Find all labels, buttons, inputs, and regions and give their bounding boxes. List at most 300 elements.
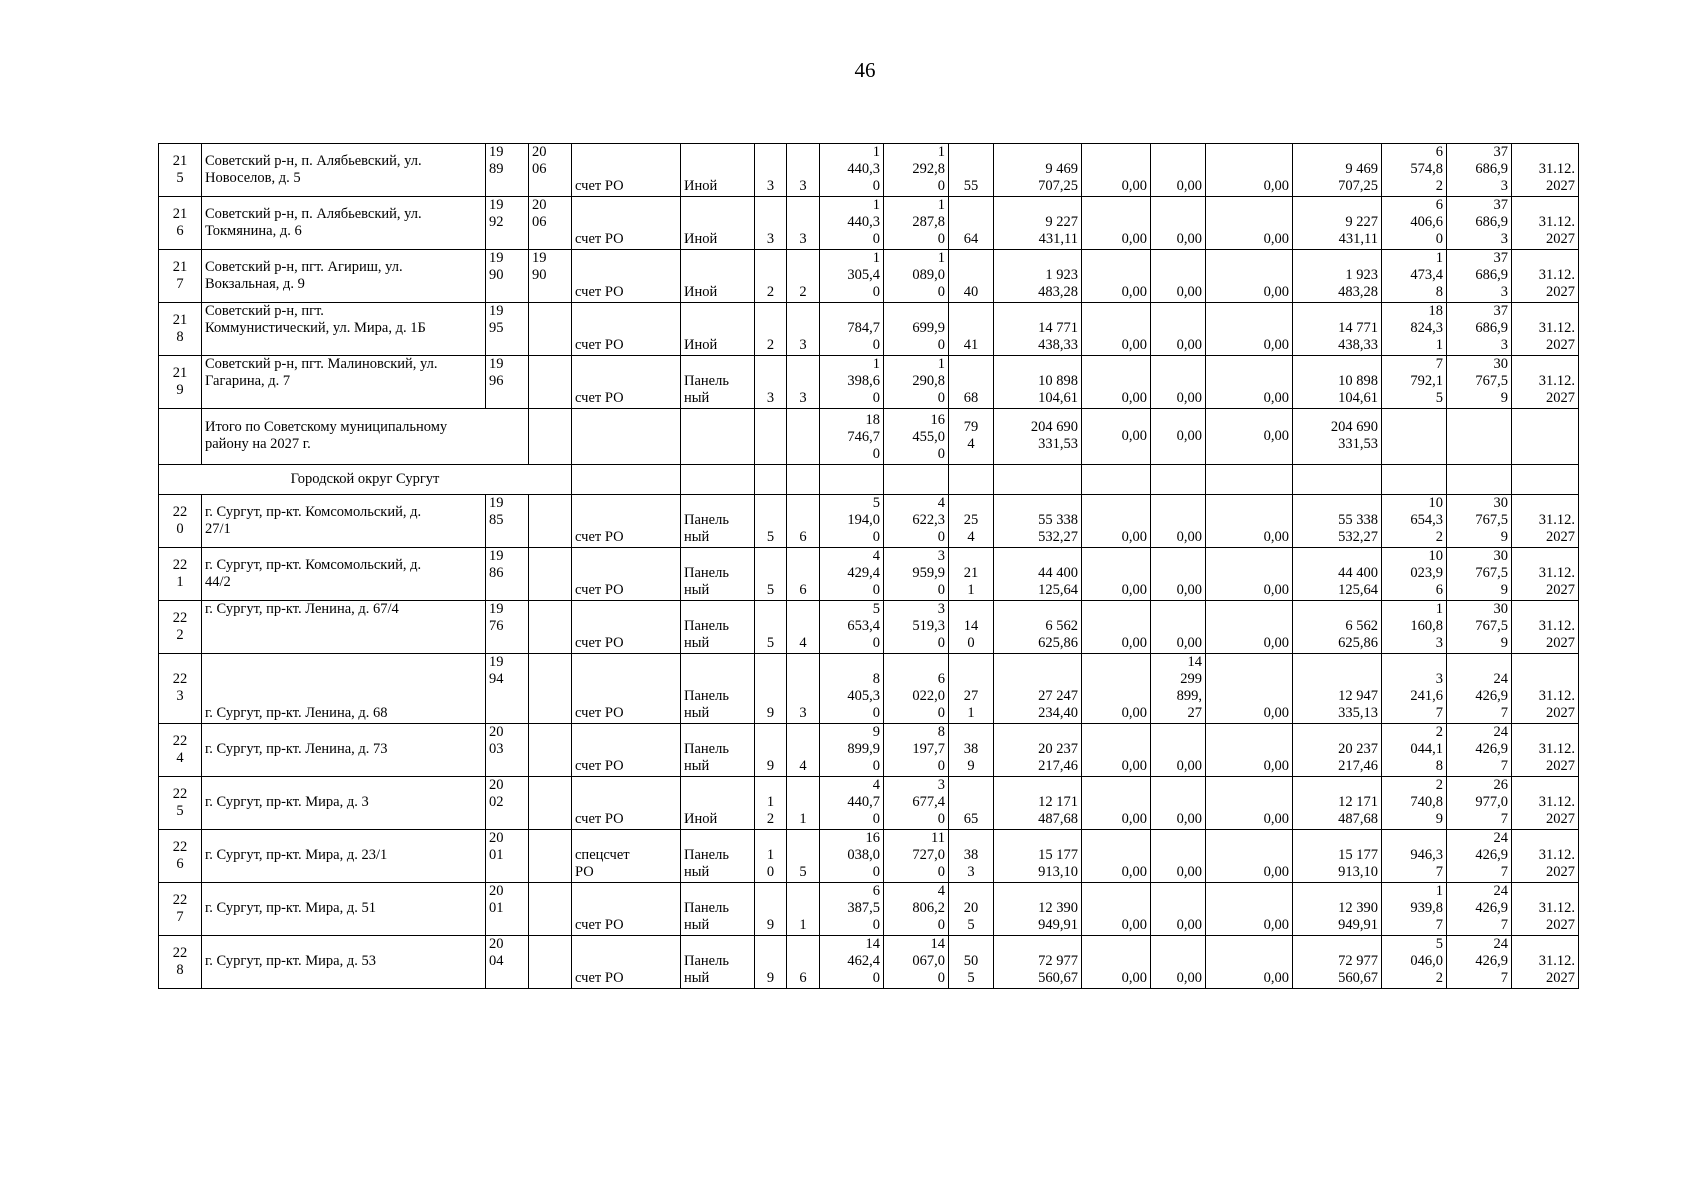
cell-deadline: 31.12. 2027 xyxy=(1512,144,1579,197)
cell-unit-cost: 3 241,6 7 xyxy=(1382,654,1447,724)
cell-fund-reg: 0,00 xyxy=(1151,356,1206,409)
cell-num: 22 5 xyxy=(159,777,202,830)
cell-unit-cost: 5 046,0 2 xyxy=(1382,936,1447,989)
cell-fund-fed: 0,00 xyxy=(1082,777,1151,830)
cell-area-total: 6 387,5 0 xyxy=(820,883,884,936)
cell-area-living: 3 959,9 0 xyxy=(884,548,949,601)
cell-fund-owners: 72 977 560,67 xyxy=(1293,936,1382,989)
cell-fund-mun: 0,00 xyxy=(1206,601,1293,654)
cell-unit-cost: 10 654,3 2 xyxy=(1382,495,1447,548)
empty-cell xyxy=(1512,465,1579,495)
cell-year-repair xyxy=(529,724,572,777)
cell-year-repair xyxy=(529,830,572,883)
subtotal-area-living: 16 455,0 0 xyxy=(884,409,949,465)
cell-entrances: 6 xyxy=(787,548,820,601)
cell-year-repair xyxy=(529,495,572,548)
cell-account: счет РО xyxy=(572,303,681,356)
cell-account: счет РО xyxy=(572,250,681,303)
cell-fund-reg: 0,00 xyxy=(1151,777,1206,830)
empty-cell xyxy=(1151,465,1206,495)
cell-year-repair xyxy=(529,777,572,830)
table-row xyxy=(159,883,1579,936)
empty-cell xyxy=(572,465,681,495)
empty-cell xyxy=(787,465,820,495)
cell-cost-total: 9 469 707,25 xyxy=(994,144,1082,197)
cell-material: Иной xyxy=(681,250,755,303)
cell-area-living: 4 622,3 0 xyxy=(884,495,949,548)
cell-fund-owners: 12 171 487,68 xyxy=(1293,777,1382,830)
cell-area-total: 1 398,6 0 xyxy=(820,356,884,409)
cell-fund-reg: 14 299 899, 27 xyxy=(1151,654,1206,724)
cell-cost-total: 6 562 625,86 xyxy=(994,601,1082,654)
empty-cell xyxy=(755,465,787,495)
cell-fund-fed: 0,00 xyxy=(1082,936,1151,989)
cell-cost-total: 14 771 438,33 xyxy=(994,303,1082,356)
cell-material: Панель ный xyxy=(681,883,755,936)
cell-unit-limit: 30 767,5 9 xyxy=(1447,601,1512,654)
cell-num: 21 8 xyxy=(159,303,202,356)
empty-cell xyxy=(529,409,572,465)
cell-entrances: 3 xyxy=(787,654,820,724)
cell-year-repair xyxy=(529,936,572,989)
cell-material: Панель ный xyxy=(681,724,755,777)
cell-area-total: 4 429,4 0 xyxy=(820,548,884,601)
cell-account: счет РО xyxy=(572,356,681,409)
cell-fund-reg: 0,00 xyxy=(1151,144,1206,197)
empty-cell xyxy=(1382,409,1447,465)
cell-address: г. Сургут, пр-кт. Мира, д. 51 xyxy=(202,883,486,936)
cell-fund-mun: 0,00 xyxy=(1206,830,1293,883)
cell-address: г. Сургут, пр-кт. Комсомольский, д. 27/1 xyxy=(202,495,486,548)
cell-fund-fed: 0,00 xyxy=(1082,197,1151,250)
cell-deadline: 31.12. 2027 xyxy=(1512,548,1579,601)
cell-floors: 2 xyxy=(755,303,787,356)
cell-fund-reg: 0,00 xyxy=(1151,724,1206,777)
cell-year-built: 19 85 xyxy=(486,495,529,548)
cell-area-total: 5 653,4 0 xyxy=(820,601,884,654)
cell-unit-cost: 2 740,8 9 xyxy=(1382,777,1447,830)
table-row xyxy=(159,601,1579,654)
cell-floors: 1 2 xyxy=(755,777,787,830)
table-row xyxy=(159,144,1579,197)
cell-fund-reg: 0,00 xyxy=(1151,601,1206,654)
cell-fund-mun: 0,00 xyxy=(1206,654,1293,724)
cell-year-built: 19 90 xyxy=(486,250,529,303)
cell-material: Иной xyxy=(681,144,755,197)
cell-area-living: 8 197,7 0 xyxy=(884,724,949,777)
empty-cell xyxy=(1082,465,1151,495)
cell-entrances: 2 xyxy=(787,250,820,303)
cell-fund-fed: 0,00 xyxy=(1082,250,1151,303)
cell-address: г. Сургут, пр-кт. Мира, д. 3 xyxy=(202,777,486,830)
cell-unit-cost: 6 574,8 2 xyxy=(1382,144,1447,197)
cell-fund-fed: 0,00 xyxy=(1082,144,1151,197)
cell-fund-owners: 55 338 532,27 xyxy=(1293,495,1382,548)
cell-fund-fed: 0,00 xyxy=(1082,356,1151,409)
cell-area-total: 9 899,9 0 xyxy=(820,724,884,777)
cell-year-repair xyxy=(529,883,572,936)
cell-material: Иной xyxy=(681,777,755,830)
table-row xyxy=(159,654,1579,724)
cell-material: Панель ный xyxy=(681,654,755,724)
cell-area-living: 4 806,2 0 xyxy=(884,883,949,936)
cell-address: г. Сургут, пр-кт. Ленина, д. 67/4 xyxy=(202,601,486,654)
empty-cell xyxy=(1293,465,1382,495)
cell-year-built: 20 02 xyxy=(486,777,529,830)
cell-unit-cost: 1 473,4 8 xyxy=(1382,250,1447,303)
cell-area-living: 11 727,0 0 xyxy=(884,830,949,883)
cell-fund-mun: 0,00 xyxy=(1206,777,1293,830)
cell-cost-total: 1 923 483,28 xyxy=(994,250,1082,303)
cell-entrances: 4 xyxy=(787,601,820,654)
cell-unit-limit: 30 767,5 9 xyxy=(1447,356,1512,409)
cell-cost-total: 12 390 949,91 xyxy=(994,883,1082,936)
cell-cost-total: 9 227 431,11 xyxy=(994,197,1082,250)
cell-material: Панель ный xyxy=(681,548,755,601)
cell-fund-mun: 0,00 xyxy=(1206,936,1293,989)
cell-fund-fed: 0,00 xyxy=(1082,830,1151,883)
cell-cost-total: 15 177 913,10 xyxy=(994,830,1082,883)
cell-year-repair xyxy=(529,303,572,356)
subtotal-label: Итого по Советскому муниципальному району на 2027 г. xyxy=(202,409,529,465)
cell-entrances: 4 xyxy=(787,724,820,777)
table-row xyxy=(159,356,1579,409)
empty-cell xyxy=(820,465,884,495)
cell-num: 22 6 xyxy=(159,830,202,883)
cell-fund-mun: 0,00 xyxy=(1206,356,1293,409)
cell-floors: 3 xyxy=(755,144,787,197)
cell-num: 22 0 xyxy=(159,495,202,548)
cell-cost-total: 55 338 532,27 xyxy=(994,495,1082,548)
cell-area-living: 1 287,8 0 xyxy=(884,197,949,250)
cell-residents: 25 4 xyxy=(949,495,994,548)
cell-residents: 68 xyxy=(949,356,994,409)
cell-fund-owners: 6 562 625,86 xyxy=(1293,601,1382,654)
capital-repair-table xyxy=(158,143,1579,989)
table-body-sovetsky xyxy=(159,144,1579,409)
cell-entrances: 5 xyxy=(787,830,820,883)
cell-fund-fed: 0,00 xyxy=(1082,495,1151,548)
cell-fund-fed: 0,00 xyxy=(1082,548,1151,601)
cell-address: Советский р-н, пгт. Агириш, ул. Вокзальная, д. 9 xyxy=(202,250,486,303)
section-title: Городской округ Сургут xyxy=(159,465,572,495)
cell-material: Иной xyxy=(681,303,755,356)
cell-area-living: 1 290,8 0 xyxy=(884,356,949,409)
cell-account: спецсчет РО xyxy=(572,830,681,883)
cell-fund-owners: 12 947 335,13 xyxy=(1293,654,1382,724)
cell-area-total: 784,7 0 xyxy=(820,303,884,356)
cell-deadline: 31.12. 2027 xyxy=(1512,830,1579,883)
cell-unit-limit: 24 426,9 7 xyxy=(1447,830,1512,883)
cell-year-repair xyxy=(529,548,572,601)
cell-fund-owners: 44 400 125,64 xyxy=(1293,548,1382,601)
cell-deadline: 31.12. 2027 xyxy=(1512,250,1579,303)
cell-fund-owners: 12 390 949,91 xyxy=(1293,883,1382,936)
cell-account: счет РО xyxy=(572,883,681,936)
cell-num: 22 8 xyxy=(159,936,202,989)
cell-year-built: 20 01 xyxy=(486,830,529,883)
cell-unit-cost: 1 939,8 7 xyxy=(1382,883,1447,936)
cell-fund-reg: 0,00 xyxy=(1151,495,1206,548)
cell-deadline: 31.12. 2027 xyxy=(1512,777,1579,830)
cell-unit-cost: 18 824,3 1 xyxy=(1382,303,1447,356)
empty-cell xyxy=(572,409,681,465)
subtotal-residents: 79 4 xyxy=(949,409,994,465)
cell-floors: 5 xyxy=(755,548,787,601)
cell-floors: 2 xyxy=(755,250,787,303)
cell-fund-owners: 15 177 913,10 xyxy=(1293,830,1382,883)
cell-account: счет РО xyxy=(572,936,681,989)
cell-entrances: 1 xyxy=(787,777,820,830)
cell-material: Панель ный xyxy=(681,936,755,989)
cell-year-built: 19 76 xyxy=(486,601,529,654)
cell-material: Панель ный xyxy=(681,356,755,409)
cell-year-built: 20 04 xyxy=(486,936,529,989)
cell-fund-mun: 0,00 xyxy=(1206,197,1293,250)
cell-deadline: 31.12. 2027 xyxy=(1512,356,1579,409)
cell-residents: 41 xyxy=(949,303,994,356)
table-row xyxy=(159,830,1579,883)
cell-account: счет РО xyxy=(572,144,681,197)
cell-fund-reg: 0,00 xyxy=(1151,548,1206,601)
cell-unit-limit: 37 686,9 3 xyxy=(1447,303,1512,356)
cell-area-living: 699,9 0 xyxy=(884,303,949,356)
cell-residents: 27 1 xyxy=(949,654,994,724)
cell-material: Панель ный xyxy=(681,830,755,883)
cell-account: счет РО xyxy=(572,197,681,250)
subtotal-fund-reg: 0,00 xyxy=(1151,409,1206,465)
cell-num: 21 9 xyxy=(159,356,202,409)
cell-fund-owners: 1 923 483,28 xyxy=(1293,250,1382,303)
cell-area-total: 1 305,4 0 xyxy=(820,250,884,303)
subtotal-row xyxy=(159,409,1579,465)
cell-year-built: 20 01 xyxy=(486,883,529,936)
cell-floors: 9 xyxy=(755,936,787,989)
cell-num: 21 7 xyxy=(159,250,202,303)
cell-fund-mun: 0,00 xyxy=(1206,144,1293,197)
cell-residents: 64 xyxy=(949,197,994,250)
cell-area-total: 14 462,4 0 xyxy=(820,936,884,989)
cell-account: счет РО xyxy=(572,777,681,830)
empty-cell xyxy=(1447,465,1512,495)
cell-area-living: 3 677,4 0 xyxy=(884,777,949,830)
cell-deadline: 31.12. 2027 xyxy=(1512,495,1579,548)
subtotal-fund-mun: 0,00 xyxy=(1206,409,1293,465)
cell-material: Панель ный xyxy=(681,495,755,548)
cell-deadline: 31.12. 2027 xyxy=(1512,936,1579,989)
subtotal-fund-owners: 204 690 331,53 xyxy=(1293,409,1382,465)
empty-cell xyxy=(755,409,787,465)
cell-year-built: 20 03 xyxy=(486,724,529,777)
cell-unit-limit: 30 767,5 9 xyxy=(1447,495,1512,548)
subtotal-empty xyxy=(159,409,202,465)
cell-entrances: 3 xyxy=(787,356,820,409)
cell-unit-limit: 30 767,5 9 xyxy=(1447,548,1512,601)
empty-cell xyxy=(884,465,949,495)
cell-cost-total: 44 400 125,64 xyxy=(994,548,1082,601)
cell-unit-cost: 6 406,6 0 xyxy=(1382,197,1447,250)
cell-residents: 50 5 xyxy=(949,936,994,989)
cell-area-living: 1 089,0 0 xyxy=(884,250,949,303)
cell-deadline: 31.12. 2027 xyxy=(1512,197,1579,250)
cell-unit-cost: 7 792,1 5 xyxy=(1382,356,1447,409)
page-number: 46 xyxy=(854,58,876,82)
cell-fund-owners: 10 898 104,61 xyxy=(1293,356,1382,409)
cell-deadline: 31.12. 2027 xyxy=(1512,654,1579,724)
cell-entrances: 1 xyxy=(787,883,820,936)
cell-num: 22 1 xyxy=(159,548,202,601)
cell-fund-mun: 0,00 xyxy=(1206,250,1293,303)
cell-residents: 14 0 xyxy=(949,601,994,654)
cell-fund-reg: 0,00 xyxy=(1151,936,1206,989)
cell-area-living: 14 067,0 0 xyxy=(884,936,949,989)
cell-year-built: 19 92 xyxy=(486,197,529,250)
cell-year-built: 19 95 xyxy=(486,303,529,356)
subtotal-fund-fed: 0,00 xyxy=(1082,409,1151,465)
cell-entrances: 3 xyxy=(787,144,820,197)
empty-cell xyxy=(1512,409,1579,465)
cell-year-built: 19 96 xyxy=(486,356,529,409)
cell-fund-owners: 9 227 431,11 xyxy=(1293,197,1382,250)
table-row xyxy=(159,250,1579,303)
cell-year-repair: 20 06 xyxy=(529,144,572,197)
cell-material: Панель ный xyxy=(681,601,755,654)
cell-year-repair xyxy=(529,356,572,409)
cell-residents: 65 xyxy=(949,777,994,830)
cell-cost-total: 12 171 487,68 xyxy=(994,777,1082,830)
cell-num: 21 5 xyxy=(159,144,202,197)
cell-num: 21 6 xyxy=(159,197,202,250)
cell-account: счет РО xyxy=(572,495,681,548)
cell-fund-fed: 0,00 xyxy=(1082,724,1151,777)
cell-area-living: 3 519,3 0 xyxy=(884,601,949,654)
cell-fund-owners: 9 469 707,25 xyxy=(1293,144,1382,197)
cell-area-total: 16 038,0 0 xyxy=(820,830,884,883)
cell-cost-total: 72 977 560,67 xyxy=(994,936,1082,989)
cell-fund-owners: 20 237 217,46 xyxy=(1293,724,1382,777)
cell-unit-limit: 26 977,0 7 xyxy=(1447,777,1512,830)
section-header-row xyxy=(159,465,1579,495)
cell-fund-reg: 0,00 xyxy=(1151,197,1206,250)
cell-residents: 21 1 xyxy=(949,548,994,601)
cell-entrances: 3 xyxy=(787,303,820,356)
cell-area-living: 1 292,8 0 xyxy=(884,144,949,197)
cell-fund-fed: 0,00 xyxy=(1082,883,1151,936)
table-body-surgut xyxy=(159,495,1579,989)
cell-floors: 5 xyxy=(755,495,787,548)
cell-fund-mun: 0,00 xyxy=(1206,724,1293,777)
cell-address: г. Сургут, пр-кт. Мира, д. 23/1 xyxy=(202,830,486,883)
subtotal-body xyxy=(159,409,1579,495)
cell-fund-fed: 0,00 xyxy=(1082,601,1151,654)
cell-year-repair: 20 06 xyxy=(529,197,572,250)
empty-cell xyxy=(994,465,1082,495)
cell-unit-limit: 24 426,9 7 xyxy=(1447,724,1512,777)
cell-account: счет РО xyxy=(572,654,681,724)
cell-cost-total: 20 237 217,46 xyxy=(994,724,1082,777)
cell-year-repair xyxy=(529,654,572,724)
cell-floors: 5 xyxy=(755,601,787,654)
table-row xyxy=(159,548,1579,601)
cell-floors: 3 xyxy=(755,356,787,409)
cell-num: 22 2 xyxy=(159,601,202,654)
cell-floors: 9 xyxy=(755,654,787,724)
cell-fund-fed: 0,00 xyxy=(1082,303,1151,356)
cell-unit-cost: 1 160,8 3 xyxy=(1382,601,1447,654)
cell-account: счет РО xyxy=(572,548,681,601)
cell-area-living: 6 022,0 0 xyxy=(884,654,949,724)
cell-area-total: 8 405,3 0 xyxy=(820,654,884,724)
cell-address: г. Сургут, пр-кт. Мира, д. 53 xyxy=(202,936,486,989)
cell-address: г. Сургут, пр-кт. Ленина, д. 73 xyxy=(202,724,486,777)
cell-deadline: 31.12. 2027 xyxy=(1512,601,1579,654)
cell-residents: 20 5 xyxy=(949,883,994,936)
cell-fund-mun: 0,00 xyxy=(1206,303,1293,356)
cell-unit-limit: 37 686,9 3 xyxy=(1447,250,1512,303)
cell-unit-limit: 24 426,9 7 xyxy=(1447,936,1512,989)
empty-cell xyxy=(1382,465,1447,495)
empty-cell xyxy=(949,465,994,495)
cell-year-built: 19 89 xyxy=(486,144,529,197)
table-row xyxy=(159,777,1579,830)
cell-account: счет РО xyxy=(572,724,681,777)
cell-address: Советский р-н, п. Алябьевский, ул. Новоселов, д. 5 xyxy=(202,144,486,197)
cell-unit-cost: 946,3 7 xyxy=(1382,830,1447,883)
cell-fund-reg: 0,00 xyxy=(1151,883,1206,936)
empty-cell xyxy=(787,409,820,465)
cell-address: г. Сургут, пр-кт. Комсомольский, д. 44/2 xyxy=(202,548,486,601)
cell-cost-total: 10 898 104,61 xyxy=(994,356,1082,409)
cell-area-total: 4 440,7 0 xyxy=(820,777,884,830)
cell-floors: 9 xyxy=(755,724,787,777)
cell-fund-mun: 0,00 xyxy=(1206,548,1293,601)
cell-residents: 40 xyxy=(949,250,994,303)
cell-address: Советский р-н, пгт. Малиновский, ул. Гагарина, д. 7 xyxy=(202,356,486,409)
table-row xyxy=(159,495,1579,548)
table-row xyxy=(159,303,1579,356)
cell-residents: 38 3 xyxy=(949,830,994,883)
cell-entrances: 6 xyxy=(787,936,820,989)
table-row xyxy=(159,936,1579,989)
table-row xyxy=(159,197,1579,250)
cell-num: 22 7 xyxy=(159,883,202,936)
cell-area-total: 5 194,0 0 xyxy=(820,495,884,548)
cell-unit-limit: 37 686,9 3 xyxy=(1447,197,1512,250)
cell-deadline: 31.12. 2027 xyxy=(1512,303,1579,356)
cell-floors: 9 xyxy=(755,883,787,936)
cell-area-total: 1 440,3 0 xyxy=(820,144,884,197)
cell-unit-limit: 24 426,9 7 xyxy=(1447,654,1512,724)
subtotal-cost-total: 204 690 331,53 xyxy=(994,409,1082,465)
cell-num: 22 4 xyxy=(159,724,202,777)
empty-cell xyxy=(1447,409,1512,465)
subtotal-area-total: 18 746,7 0 xyxy=(820,409,884,465)
cell-floors: 3 xyxy=(755,197,787,250)
cell-entrances: 3 xyxy=(787,197,820,250)
cell-fund-reg: 0,00 xyxy=(1151,303,1206,356)
empty-cell xyxy=(1206,465,1293,495)
cell-floors: 1 0 xyxy=(755,830,787,883)
cell-fund-fed: 0,00 xyxy=(1082,654,1151,724)
cell-unit-cost: 2 044,1 8 xyxy=(1382,724,1447,777)
cell-address: Советский р-н, пгт. Коммунистический, ул. Мира, д. 1Б xyxy=(202,303,486,356)
cell-unit-limit: 37 686,9 3 xyxy=(1447,144,1512,197)
cell-fund-reg: 0,00 xyxy=(1151,250,1206,303)
cell-fund-mun: 0,00 xyxy=(1206,883,1293,936)
cell-fund-owners: 14 771 438,33 xyxy=(1293,303,1382,356)
cell-account: счет РО xyxy=(572,601,681,654)
cell-year-repair xyxy=(529,601,572,654)
